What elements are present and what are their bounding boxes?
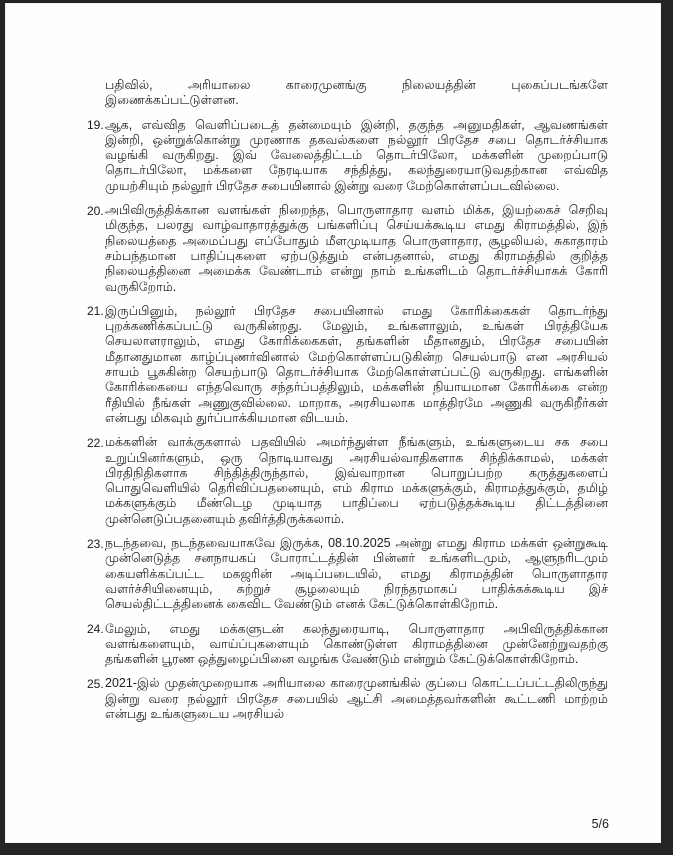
item-number: 19.	[87, 118, 104, 133]
list-item-24	[87, 622, 608, 668]
item-text: மக்களின் வாக்குகளால் பதவியில் அமர்ந்துள்ள நீங்களும், உங்களுடைய சக சபை உறுப்பினர்களும், ஒரு நொடியாவது அரசியல்வாதிகளாக சிந்திக்காமல், மக்கள் பிரதிநிதிகளாக சிந்தித்திருந்தால், இவ்வாறான பொறுப்பற்ற கருத்துகளைப் பொதுவெளியில் தெரிவிப்பதனையும், எம் கிராம மக்களுக்கும், கிராமத்துக்கும், தமிழ் மக்களுக்கும் மீண்டெழ முடியாத பாதிப்பை ஏற்படுத்தக்கூடிய திட்டத்தினை முன்னெடுப்பதனையும் தவிர்த்திருக்கலாம்.	[105, 435, 608, 526]
paragraph-continuation: பதிவில், அரியாலை காரைமுனங்கு நிலையத்தின் புகைப்படங்களே இணைக்கப்பட்டுள்ளன.	[105, 78, 608, 108]
list-item-25	[87, 676, 608, 722]
item-text: அபிவிருத்திக்கான வளங்கள் நிறைந்த, பொருளாதார வளம் மிக்க, இயற்கைச் செறிவு மிகுந்த, பலரது வாழ்வாதாரத்துக்கு பங்களிப்பு செய்யக்கூடிய எமது கிராமத்தில், இந் நிலையத்தை அமைப்பது எப்போதும் மீளமுடியாத பொருளாதார, சூழலியல், சுகாதாரம் சம்பந்தமான பாதிப்புகளை ஏற்படுத்தும் என்பதனால், எமது கிராமத்தில் குறித்த நிலையத்தினை அமைக்க வேண்டாம் என்று நாம் உங்களிடம் தொடர்ச்சியாகக் கோரி வருகிறோம்.	[105, 203, 608, 294]
item-number: 23.	[87, 536, 104, 551]
item-text: இருப்பினும், நல்லூர் பிரதேச சபையினால் எமது கோரிக்கைகள் தொடர்ந்து புறக்கணிக்கப்பட்டு வருகின்றது. மேலும், உங்களாலும், உங்கள் பிரத்தியேக செயலாளராலும், எமது கோரிக்கைகள், தங்களின் மீதானதும், பிரதேச சபையின் மீதானதுமான காழ்ப்புணர்வினால் மேற்கொள்ளப்படுகின்ற செயல்பாடு என அரசியல் சாயம் பூசுகின்ற செயற்பாடு தொடர்ச்சியாக மேற்கொள்ளப்பட்டு வருகிறது. எங்களின் கோரிக்கையை எந்தவொரு சந்தர்ப்பத்திலும், மக்களின் நியாயமான கோரிக்கை என்ற ரீதியில் நீங்கள் அணுகுவில்லை. மாறாக, அரசியலாக மாத்திரமே அணுகி வருகிறீர்கள் என்பது மிகவும் துர்ப்பாக்கியமான விடயம்.	[105, 303, 608, 425]
page-body-text	[87, 78, 608, 731]
list-item-20	[87, 203, 608, 295]
item-number: 22.	[87, 435, 104, 450]
list-item-21	[87, 304, 608, 426]
item-number: 21.	[87, 304, 104, 319]
item-text: நடந்தவை, நடந்தவையாகவே இருக்க, 08.10.2025 அன்று எமது கிராம மக்கள் ஒன்றுகூடி முன்னெடுத்த சனநாயகப் போராட்டத்தின் பின்னர் உங்களிடமும், ஆளுநரிடமும் கையளிக்கப்பட்ட மகஜரின் அடிப்படையில், எமது கிராமத்தின் பொருளாதார வளர்ச்சியினையும், சுற்றுச் சூழலையும் நிரந்தரமாகப் பாதிக்கக்கூடிய இச் செயல்திட்டத்தினைக் கைவிட வேண்டும் எனக் கேட்டுக்கொள்கிறோம்.	[105, 536, 608, 612]
item-text: ஆக, எவ்வித வெளிப்படைத் தன்மையும் இன்றி, தகுந்த அனுமதிகள், ஆவணங்கள் இன்றி, ஒன்றுக்கொன்று முரணாக தகவல்களை நல்லூர் பிரதேச சபை தொடர்ச்சியாக வழங்கி வருகிறது. இவ் வேலைத்திட்டம் தொடர்பிலோ, மக்களின் முறைப்பாடு தொடர்பிலோ, மக்களை நேரடியாக சந்தித்து, கலந்துரையாடுவதற்கான எவ்வித முயற்சியும் நல்லூர் பிரதேச சபையினால் இன்று வரை மேற்கொள்ளப்படவில்லை.	[105, 117, 608, 193]
item-number: 25.	[87, 676, 104, 691]
item-number: 20.	[87, 203, 104, 218]
item-text: 2021-இல் முதன்முறையாக அரியாலை காரைமுனங்கில் குப்பை கொட்டப்பட்டதிலிருந்து இன்று வரை நல்லூர் பிரதேச சபையில் ஆட்சி அமைத்தவர்களின் கூட்டணி மாற்றம் என்பது உங்களுடைய அரசியல்	[105, 676, 608, 721]
list-item-19	[87, 118, 608, 194]
page-number: 5/6	[591, 817, 609, 831]
list-item-22	[87, 435, 608, 527]
item-number: 24.	[87, 622, 104, 636]
list-item-23	[87, 536, 608, 612]
item-text: மேலும், எமது மக்களுடன் கலந்துரையாடி, பொருளாதார அபிவிருத்திக்கான வளங்களையும், வாய்ப்புகளையும் கொண்டுள்ள கிராமத்தினை முன்னேற்றுவதற்கு தங்களின் பூரண ஒத்துழைப்பினை வழங்க வேண்டும் என்றும் கேட்டுக்கொள்கிறோம்.	[105, 621, 608, 667]
document-page	[5, 3, 661, 843]
